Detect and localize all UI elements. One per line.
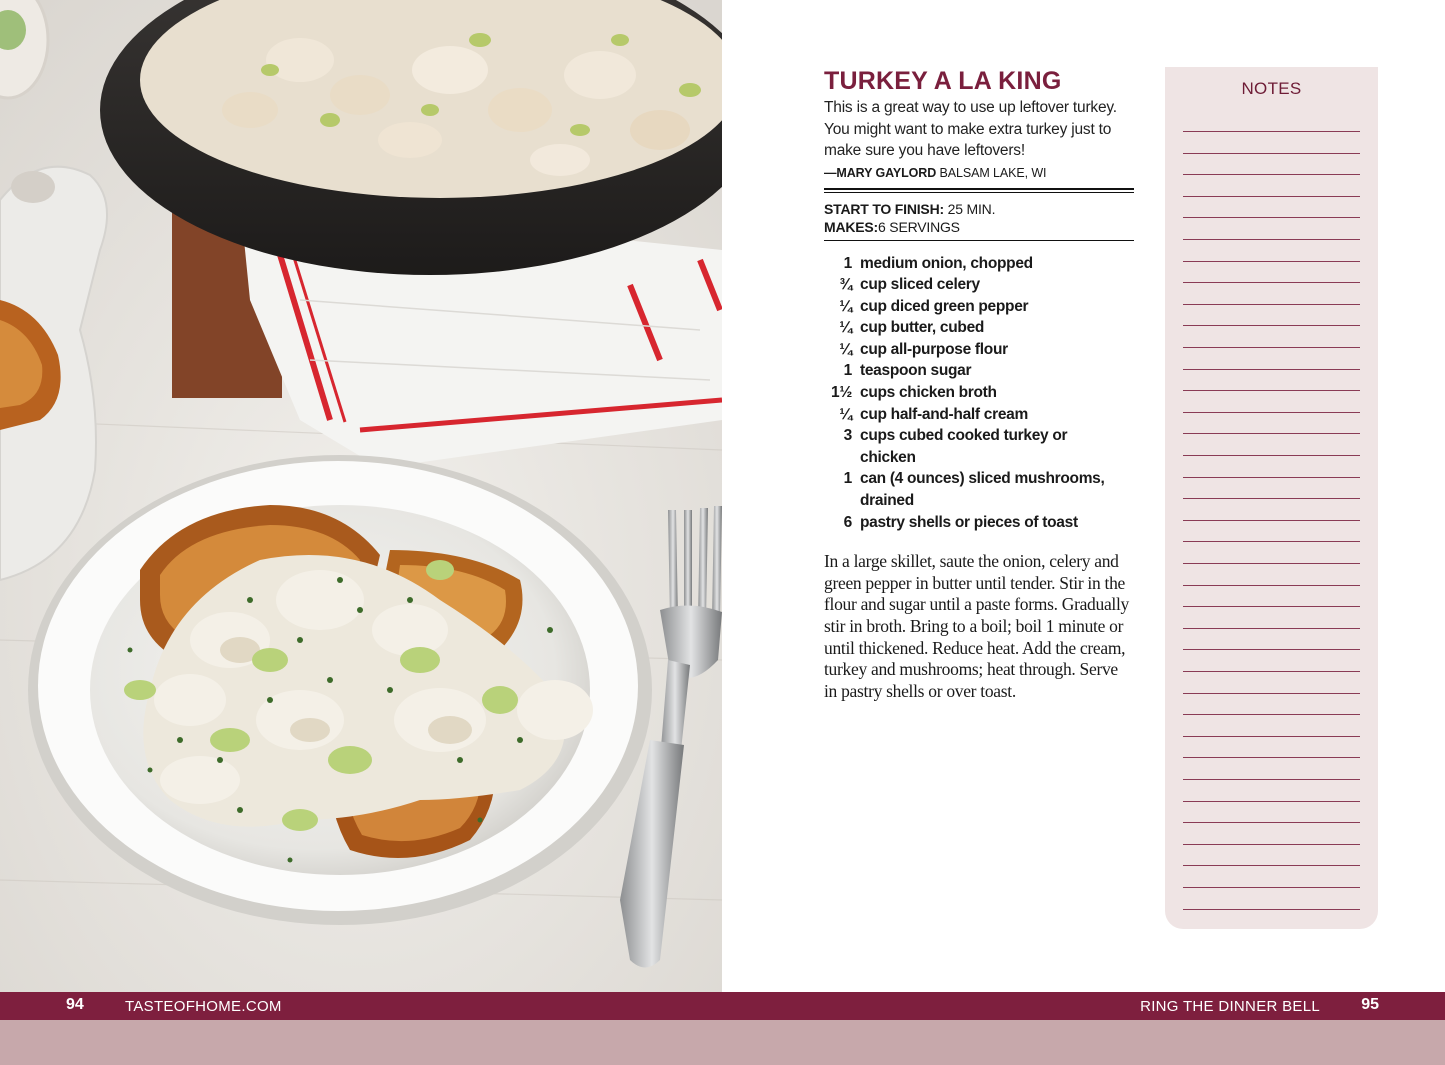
notes-line — [1183, 412, 1360, 413]
footer-band — [0, 992, 1445, 1020]
notes-line — [1183, 801, 1360, 802]
ingredient-qty: 6 — [843, 513, 852, 531]
notes-line — [1183, 693, 1360, 694]
recipe — [824, 66, 1134, 702]
recipe-title: TURKEY A LA KING — [824, 67, 1062, 95]
ingredient-text: cup butter, cubed — [860, 319, 985, 337]
makes-value: 6 SERVINGS — [878, 218, 960, 235]
makes — [824, 218, 1134, 236]
notes-line — [1183, 455, 1360, 456]
notes-line — [1183, 325, 1360, 326]
notes-line — [1183, 174, 1360, 175]
recipe-meta — [824, 200, 1134, 236]
notes-line — [1183, 757, 1360, 758]
footer-site: TASTEOFHOME.COM — [125, 998, 282, 1015]
ingredient-text: cup diced green pepper — [860, 297, 1029, 315]
recipe-byline — [824, 164, 1134, 182]
notes-line — [1183, 282, 1360, 283]
ingredient-text: can (4 ounces) sliced mushrooms, drained — [860, 470, 1105, 510]
notes-line — [1183, 153, 1360, 154]
divider-thin — [824, 192, 1134, 193]
notes-line — [1183, 433, 1360, 434]
notes-line — [1183, 131, 1360, 132]
notes-line — [1183, 606, 1360, 607]
notes-line — [1183, 909, 1360, 910]
ingredient-text: teaspoon sugar — [860, 362, 972, 380]
ingredient-text: cup sliced celery — [860, 276, 980, 294]
ingredient-item — [824, 296, 1134, 318]
recipe-directions: In a large skillet, saute the onion, celery and green pepper in butter until tender. Stir in the flour and sugar until a paste forms. Gradually stir in broth. Bring to a boil; boil 1 minute or until thickened. Reduce heat. Add the cream, turkey and mushrooms; heat through. Serve in pastry shells or over toast. — [824, 551, 1130, 701]
notes-line — [1183, 865, 1360, 866]
ingredient-qty: ¼ — [839, 319, 852, 337]
ingredient-item — [824, 360, 1134, 382]
notes-line — [1183, 304, 1360, 305]
notes-line — [1183, 887, 1360, 888]
ingredient-item — [824, 253, 1134, 275]
start-to-finish — [824, 200, 1134, 218]
notes-line — [1183, 736, 1360, 737]
notes-line — [1183, 563, 1360, 564]
start-label: START TO FINISH: — [824, 200, 944, 217]
notes-line — [1183, 649, 1360, 650]
notes-line — [1183, 714, 1360, 715]
ingredient-item — [824, 274, 1134, 296]
ingredient-qty: 1 — [843, 362, 852, 380]
footer-section: RING THE DINNER BELL — [1140, 998, 1320, 1015]
notes-line — [1183, 844, 1360, 845]
notes-title: NOTES — [1241, 79, 1302, 98]
ingredient-item — [824, 339, 1134, 361]
notes-line — [1183, 671, 1360, 672]
notes-line — [1183, 239, 1360, 240]
start-value: 25 MIN. — [947, 200, 996, 217]
divider-thick — [824, 188, 1134, 190]
ingredient-qty: 3 — [843, 427, 852, 445]
ingredient-qty: 1½ — [831, 384, 852, 402]
ingredient-text: medium onion, chopped — [860, 254, 1033, 272]
author-name: MARY GAYLORD — [836, 165, 937, 180]
ingredient-item — [824, 512, 1134, 534]
notes-line — [1183, 585, 1360, 586]
ingredient-text: pastry shells or pieces of toast — [860, 513, 1078, 531]
ingredient-list — [824, 253, 1134, 534]
page-number-right: 95 — [1361, 996, 1379, 1013]
ingredient-item — [824, 404, 1134, 426]
ingredient-text: cup all-purpose flour — [860, 340, 1008, 358]
notes-line — [1183, 477, 1360, 478]
notes-line — [1183, 390, 1360, 391]
notes-line — [1183, 628, 1360, 629]
author-location: BALSAM LAKE, WI — [939, 165, 1047, 180]
notes-line — [1183, 498, 1360, 499]
ingredient-text: cup half-and-half cream — [860, 405, 1028, 423]
ingredient-item — [824, 317, 1134, 339]
ingredient-item — [824, 425, 1134, 468]
food-photo — [0, 0, 722, 992]
ingredient-text: cups cubed cooked turkey or chicken — [860, 427, 1068, 466]
notes-line — [1183, 822, 1360, 823]
notes-line — [1183, 779, 1360, 780]
divider-meta — [824, 240, 1134, 241]
ingredient-qty: ¼ — [839, 405, 852, 423]
ingredient-item — [824, 468, 1134, 511]
ingredient-item — [824, 382, 1134, 404]
ingredient-qty: 1 — [843, 254, 852, 272]
notes-line — [1183, 217, 1360, 218]
notes-line — [1183, 541, 1360, 542]
ingredient-text: cups chicken broth — [860, 384, 997, 402]
page-number-left: 94 — [66, 996, 84, 1013]
notes-panel — [1165, 67, 1378, 929]
bottom-band — [0, 1020, 1445, 1065]
notes-line — [1183, 261, 1360, 262]
recipe-intro: This is a great way to use up leftover turkey. You might want to make extra turkey just to make sure you have leftovers! — [824, 99, 1117, 159]
ingredient-qty: 1 — [843, 470, 852, 488]
makes-label: MAKES: — [824, 218, 879, 235]
ingredient-qty: ¼ — [839, 340, 852, 358]
ingredient-qty: ¾ — [839, 276, 852, 294]
notes-line — [1183, 369, 1360, 370]
notes-line — [1183, 196, 1360, 197]
author-dash: — — [824, 165, 837, 180]
notes-line — [1183, 520, 1360, 521]
ingredient-qty: ¼ — [839, 297, 852, 315]
notes-line — [1183, 347, 1360, 348]
